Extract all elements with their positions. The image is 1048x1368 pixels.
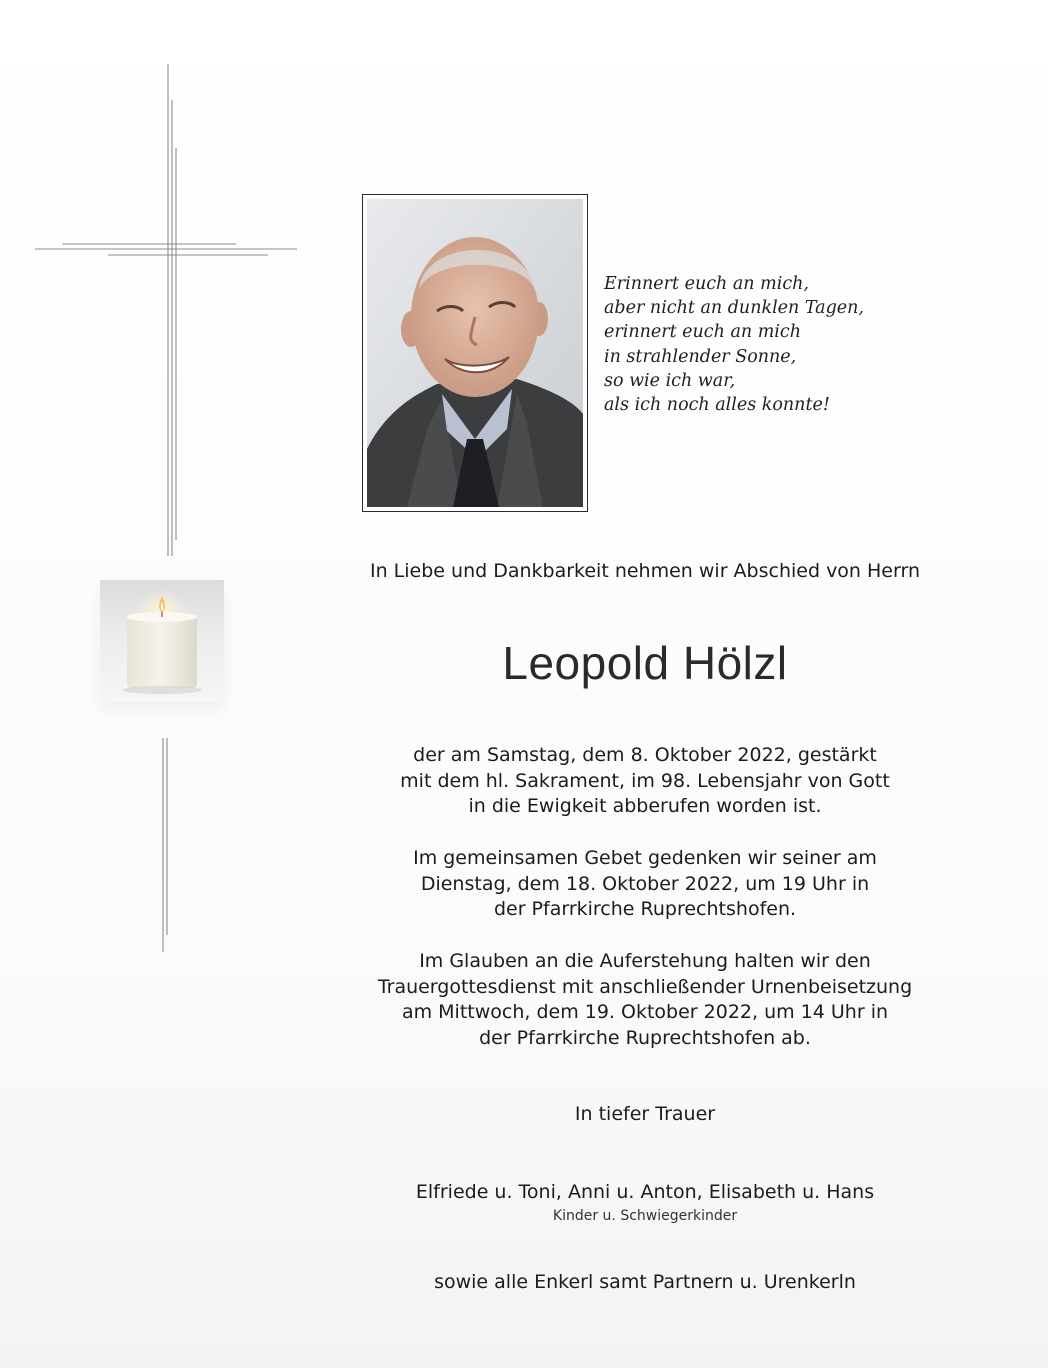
paragraph-line: der am Samstag, dem 8. Oktober 2022, gestärkt (413, 744, 877, 766)
deceased-name: Leopold Hölzl (502, 637, 788, 689)
portrait-photo (362, 194, 588, 512)
paragraph-line: Trauergottesdienst mit anschließender Urnenbeisetzung (377, 975, 913, 998)
paragraph-line: Im gemeinsamen Gebet gedenken wir seiner am (413, 847, 877, 869)
paragraph-line: am Mittwoch, dem 19. Oktober 2022, um 14 Uhr in (401, 1001, 889, 1023)
poem-line: erinnert euch an mich (604, 322, 801, 343)
poem-line: so wie ich war, (604, 370, 736, 391)
prayer-paragraph (340, 846, 950, 923)
family-names: Elfriede u. Toni, Anni u. Anton, Elisabeth u. Hans (415, 1181, 875, 1203)
grandchildren-text: sowie alle Enkerl samt Partnern u. Urenkerln (434, 1271, 856, 1293)
poem-line: als ich noch alles konnte! (604, 395, 830, 416)
death-notice-paragraph (340, 743, 950, 820)
candle-icon (100, 580, 224, 702)
paragraph-line: Dienstag, dem 18. Oktober 2022, um 19 Uhr in (420, 872, 870, 895)
paragraph-line: der Pfarrkirche Ruprechtshofen. (493, 898, 797, 920)
family-subtitle: Kinder u. Schwiegerkinder (552, 1208, 738, 1224)
poem-line: Erinnert euch an mich, (604, 274, 809, 294)
candle-image (100, 580, 224, 702)
memorial-poem (604, 272, 1024, 417)
poem-line: aber nicht an dunklen Tagen, (604, 298, 864, 319)
mourning-text: In tiefer Trauer (574, 1103, 716, 1125)
paragraph-line: Im Glauben an die Auferstehung halten wir den (419, 950, 871, 972)
portrait-image (367, 199, 583, 507)
paragraph-line: mit dem hl. Sakrament, im 98. Lebensjahr von Gott (400, 769, 890, 792)
funeral-service-paragraph (340, 949, 950, 1051)
cross-icon (0, 0, 320, 980)
poem-line: in strahlender Sonne, (604, 346, 797, 367)
paragraph-line: in die Ewigkeit abberufen worden ist. (468, 795, 822, 817)
intro-text: In Liebe und Dankbarkeit nehmen wir Abschied von Herrn (370, 560, 920, 582)
paragraph-line: der Pfarrkirche Ruprechtshofen ab. (479, 1026, 811, 1049)
